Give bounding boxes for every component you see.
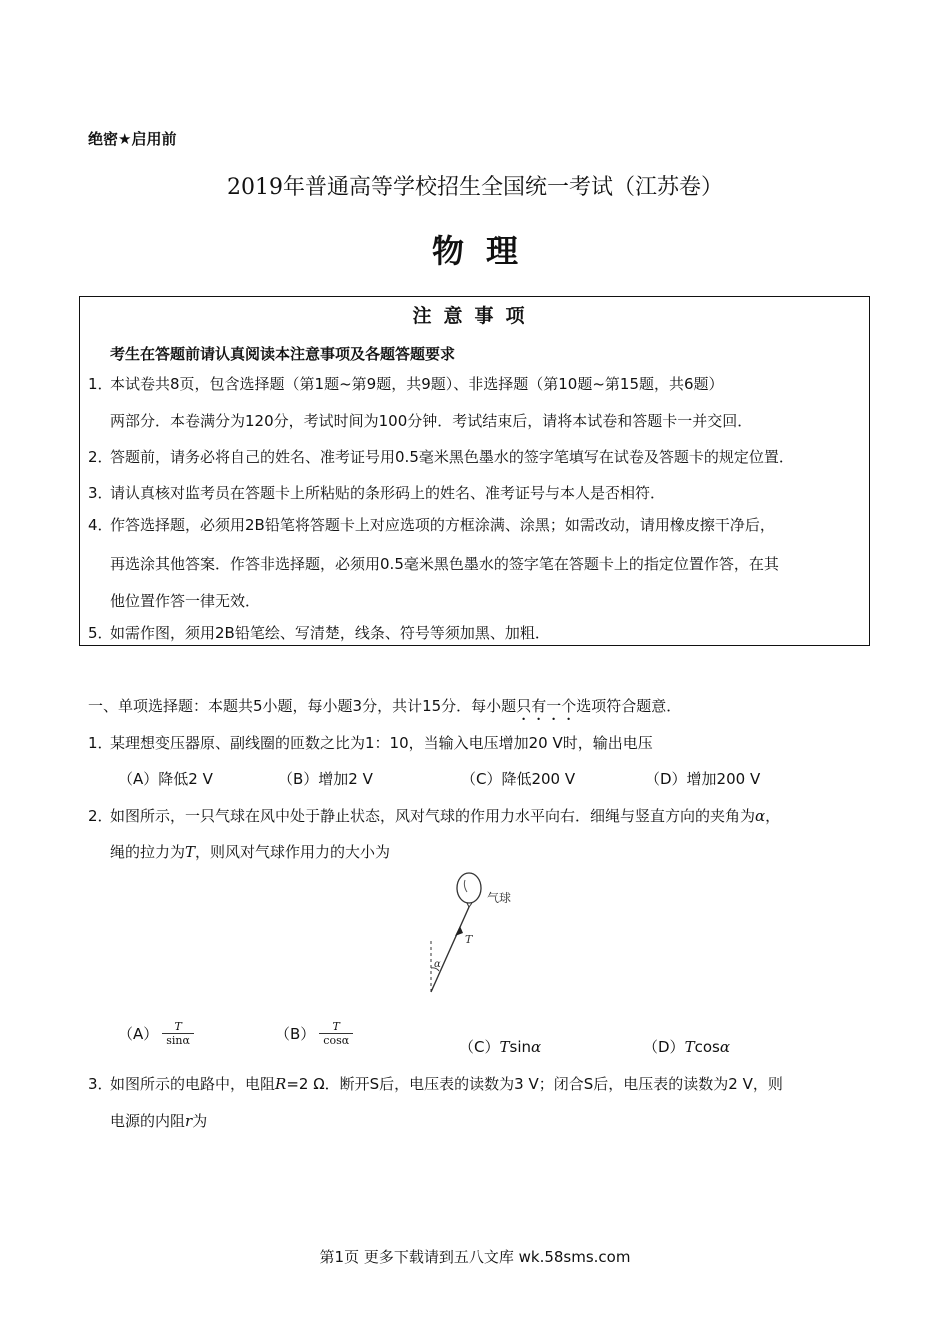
- fraction: [319, 1020, 353, 1047]
- question-1: [88, 732, 653, 753]
- emphasis-text: 只有一个: [516, 697, 577, 715]
- notice-item-1-cont: 两部分．本卷满分为120分，考试时间为100分钟．考试结束后，请将本试卷和答题卡一并交回．: [110, 412, 753, 430]
- question-stem: ，: [765, 807, 781, 825]
- denominator: sinα: [166, 1034, 190, 1047]
- trig-function: cos: [694, 1038, 720, 1056]
- section-text: 选项符合题意．: [576, 697, 682, 715]
- question-number: 3．: [88, 1075, 113, 1093]
- question-number: 1．: [88, 734, 113, 752]
- rope-line: [431, 907, 469, 992]
- confidential-mark: 绝密★启用前: [88, 130, 177, 148]
- question-stem: 为: [192, 1112, 208, 1130]
- option-c: （C）降低200 V: [461, 770, 576, 788]
- notice-item-4: [88, 515, 775, 535]
- subject-title: 物理: [431, 232, 540, 270]
- notice-item-4-cont: 他位置作答一律无效．: [110, 592, 261, 610]
- tension-symbol: T: [684, 1038, 695, 1056]
- tension-symbol: T: [499, 1038, 510, 1056]
- alpha-symbol: α: [755, 807, 766, 825]
- alpha-symbol: α: [531, 1038, 542, 1056]
- notice-item-5: [88, 623, 550, 643]
- internal-resistance-symbol: r: [185, 1112, 193, 1130]
- item-text: 作答选择题，必须用2B铅笔将答题卡上对应选项的方框涂满、涂黑；如需改动，请用橡皮擦干净后，: [110, 516, 775, 534]
- balloon-figure: [415, 868, 525, 998]
- numerator: T: [174, 1020, 182, 1033]
- question-stem: 如图所示的电路中，电阻: [110, 1075, 276, 1093]
- option-b: （B）增加2 V: [278, 770, 373, 788]
- question-stem: =2 Ω．断开S后，电压表的读数为3 V；闭合S后，电压表的读数为2 V，则: [286, 1075, 783, 1093]
- question-number: 2．: [88, 807, 113, 825]
- notice-subtitle: 考生在答题前请认真阅读本注意事项及各题答题要求: [110, 345, 456, 363]
- section-heading: [88, 695, 681, 724]
- trig-function: sin: [509, 1038, 531, 1056]
- item-text: 请认真核对监考员在答题卡上所粘贴的条形码上的姓名、准考证号与本人是否相符．: [110, 484, 666, 502]
- page-footer: 第1页 更多下载请到五八文库 wk.58sms.com: [319, 1248, 631, 1266]
- option-a: [118, 1020, 194, 1047]
- notice-box: [79, 296, 870, 646]
- question-2-cont: [110, 841, 390, 862]
- balloon-highlight: [464, 880, 467, 892]
- balloon-shape: [457, 873, 481, 903]
- option-label: （C）: [459, 1038, 500, 1056]
- item-number: 1．: [88, 375, 113, 393]
- item-text: 答题前，请务必将自己的姓名、准考证号用0.5毫米黑色墨水的签字笔填写在试卷及答题卡的规定位置．: [110, 448, 794, 466]
- denominator: cosα: [323, 1034, 350, 1047]
- question-3: [88, 1073, 783, 1094]
- question-stem: ，则风对气球作用力的大小为: [195, 843, 391, 861]
- tension-arrow: [455, 926, 463, 936]
- notice-item-1: [88, 374, 724, 394]
- item-number: 4．: [88, 516, 113, 534]
- item-text: 本试卷共8页，包含选择题（第1题~第9题，共9题）、非选择题（第10题~第15题，共6题）: [110, 375, 724, 393]
- option-d: （D）增加200 V: [645, 770, 761, 788]
- question-3-cont: [110, 1110, 207, 1131]
- option-c: [459, 1036, 541, 1057]
- fraction: [162, 1020, 194, 1047]
- tension-symbol: T: [185, 843, 196, 861]
- resistance-symbol: R: [275, 1075, 287, 1093]
- question-stem: 电源的内阻: [110, 1112, 186, 1130]
- option-d: [643, 1036, 730, 1057]
- option-label: （D）: [643, 1038, 685, 1056]
- option-b: [275, 1020, 353, 1047]
- numerator: T: [332, 1020, 340, 1033]
- option-a: （A）降低2 V: [118, 770, 213, 788]
- angle-label: α: [434, 959, 441, 970]
- question-stem: 绳的拉力为: [110, 843, 186, 861]
- question-2: [88, 805, 780, 826]
- exam-title: 2019年普通高等学校招生全国统一考试（江苏卷）: [227, 175, 723, 200]
- section-text: 一、单项选择题：本题共5小题，每小题3分，共计15分．每小题: [88, 697, 517, 715]
- balloon-label: 气球: [487, 891, 512, 905]
- question-stem: 某理想变压器原、副线圈的匝数之比为1：10，当输入电压增加20 V时，输出电压: [110, 734, 653, 752]
- item-number: 5．: [88, 624, 113, 642]
- notice-item-4-cont: 再选涂其他答案．作答非选择题，必须用0.5毫米黑色墨水的签字笔在答题卡上的指定位置作答，在其: [110, 555, 779, 573]
- question-stem: 如图所示，一只气球在风中处于静止状态，风对气球的作用力水平向右．细绳与竖直方向的夹角为: [110, 807, 756, 825]
- notice-title: 注意事项: [412, 305, 537, 327]
- item-number: 2．: [88, 448, 113, 466]
- item-number: 3．: [88, 484, 113, 502]
- tension-label: T: [465, 933, 473, 946]
- item-text: 如需作图，须用2B铅笔绘、写清楚，线条、符号等须加黑、加粗．: [110, 624, 550, 642]
- option-label: （A）: [118, 1025, 159, 1043]
- alpha-symbol: α: [719, 1038, 730, 1056]
- notice-item-2: [88, 447, 794, 467]
- notice-item-3: [88, 483, 665, 503]
- option-label: （B）: [275, 1025, 316, 1043]
